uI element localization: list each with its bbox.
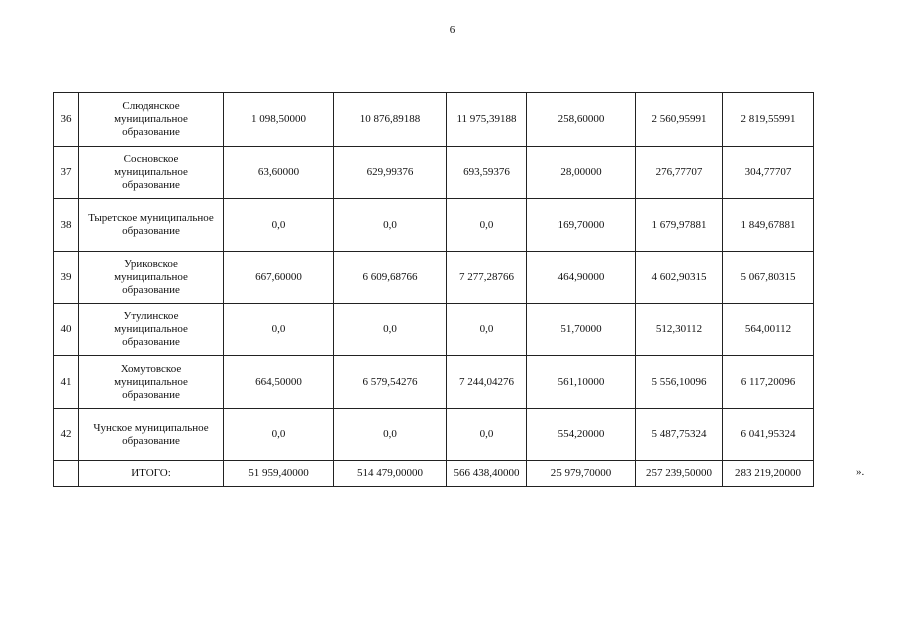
total-cell: 257 239,50000	[636, 461, 723, 487]
table-row	[54, 147, 814, 199]
table-cell: 693,59376	[447, 147, 527, 199]
budget-table	[53, 92, 814, 487]
table-row	[54, 199, 814, 252]
table-row	[54, 93, 814, 147]
table-cell: 667,60000	[224, 252, 334, 304]
table-cell: 1 098,50000	[224, 93, 334, 147]
table-cell: 5 067,80315	[723, 252, 814, 304]
total-row	[54, 461, 814, 487]
table-cell: 1 679,97881	[636, 199, 723, 252]
row-number: 42	[54, 409, 79, 461]
total-cell: 51 959,40000	[224, 461, 334, 487]
table-cell: 169,70000	[527, 199, 636, 252]
table-cell: 6 117,20096	[723, 356, 814, 409]
table-row	[54, 409, 814, 461]
table-cell: 1 849,67881	[723, 199, 814, 252]
table-cell: 0,0	[334, 199, 447, 252]
municipality-name	[79, 356, 224, 409]
row-number: 41	[54, 356, 79, 409]
page-number: 6	[449, 24, 456, 36]
table-cell: 6 041,95324	[723, 409, 814, 461]
table-cell: 10 876,89188	[334, 93, 447, 147]
municipality-name-text: Уриковское муниципальное образование	[114, 258, 188, 296]
table-cell: 554,20000	[527, 409, 636, 461]
table-cell: 464,90000	[527, 252, 636, 304]
row-number	[54, 461, 79, 487]
row-number: 36	[54, 93, 79, 147]
table-cell: 276,77707	[636, 147, 723, 199]
table-cell: 6 609,68766	[334, 252, 447, 304]
table-cell: 63,60000	[224, 147, 334, 199]
table-cell: 4 602,90315	[636, 252, 723, 304]
total-cell: 25 979,70000	[527, 461, 636, 487]
table-cell: 5 556,10096	[636, 356, 723, 409]
total-label: ИТОГО:	[79, 461, 224, 487]
municipality-name-text: Слюдянское муниципальное образование	[114, 100, 188, 138]
table-cell: 0,0	[447, 199, 527, 252]
table-cell: 0,0	[334, 304, 447, 356]
row-number: 37	[54, 147, 79, 199]
table-cell: 2 819,55991	[723, 93, 814, 147]
table-cell: 11 975,39188	[447, 93, 527, 147]
table-cell: 6 579,54276	[334, 356, 447, 409]
table-cell: 0,0	[224, 199, 334, 252]
table-cell: 512,30112	[636, 304, 723, 356]
total-cell: 514 479,00000	[334, 461, 447, 487]
table-row	[54, 356, 814, 409]
municipality-name	[79, 252, 224, 304]
table-cell: 28,00000	[527, 147, 636, 199]
table-cell: 2 560,95991	[636, 93, 723, 147]
table-cell: 7 244,04276	[447, 356, 527, 409]
table-cell: 0,0	[447, 304, 527, 356]
total-cell: 566 438,40000	[447, 461, 527, 487]
municipality-name-text: Тыретское муниципальное образование	[88, 212, 214, 237]
table-cell: 5 487,75324	[636, 409, 723, 461]
municipality-name	[79, 409, 224, 461]
closing-quote-mark: ».	[856, 466, 865, 478]
municipality-name-text: Утулинское муниципальное образование	[114, 310, 188, 348]
municipality-name-text: Хомутовское муниципальное образование	[114, 362, 188, 401]
table-cell: 0,0	[334, 409, 447, 461]
table-cell: 629,99376	[334, 147, 447, 199]
table-row	[54, 252, 814, 304]
table-cell: 564,00112	[723, 304, 814, 356]
table-cell: 51,70000	[527, 304, 636, 356]
table-cell: 561,10000	[527, 356, 636, 409]
table-cell: 0,0	[224, 304, 334, 356]
table-cell: 304,77707	[723, 147, 814, 199]
total-cell: 283 219,20000	[723, 461, 814, 487]
municipality-name	[79, 147, 224, 199]
row-number: 39	[54, 252, 79, 304]
municipality-name	[79, 93, 224, 147]
municipality-name-text: Чунское муниципальное образование	[93, 421, 209, 447]
municipality-name	[79, 199, 224, 252]
row-number: 38	[54, 199, 79, 252]
table-cell: 664,50000	[224, 356, 334, 409]
table-cell: 0,0	[447, 409, 527, 461]
table-cell: 258,60000	[527, 93, 636, 147]
table-row	[54, 304, 814, 356]
row-number: 40	[54, 304, 79, 356]
municipality-name-text: Сосновское муниципальное образование	[114, 153, 188, 191]
municipality-name	[79, 304, 224, 356]
table-cell: 0,0	[224, 409, 334, 461]
table-cell: 7 277,28766	[447, 252, 527, 304]
